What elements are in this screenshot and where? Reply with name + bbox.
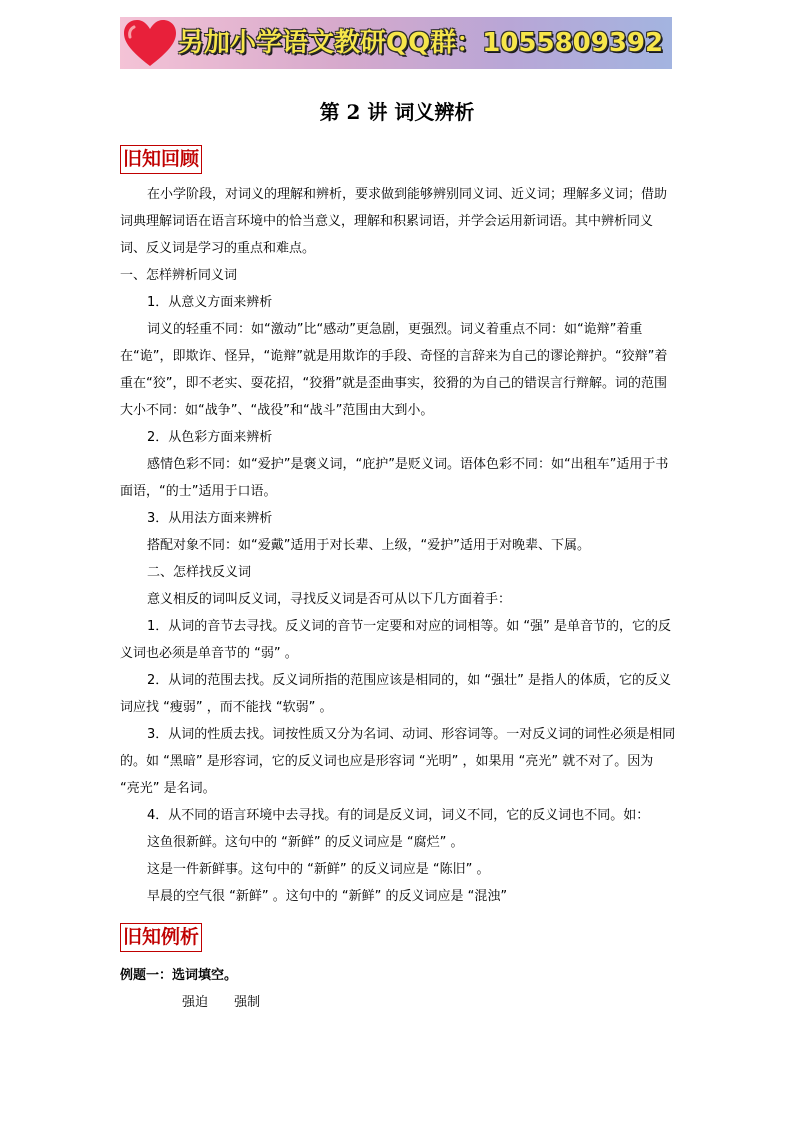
heading-antonyms: 二、怎样找反义词 [147, 565, 252, 580]
section-heading-review: 旧知回顾 [120, 145, 202, 174]
word-option: 强迫 [182, 995, 209, 1010]
paragraph: 意义相反的词叫反义词，寻找反义词是否可从以下几方面着手： [147, 592, 512, 607]
banner-text: 另加小学语文教研QQ群：1055809392 [178, 28, 664, 58]
example-title: 例题一：选词填空。 [120, 968, 238, 983]
review-content [120, 181, 676, 910]
section-heading-examples: 旧知例析 [120, 923, 202, 952]
example-sentence: 这鱼很新鲜。这句中的 “新鲜” 的反义词应是 “腐烂” 。 [147, 835, 464, 850]
paragraph: 在小学阶段，对词义的理解和辨析，要求做到能够辨别同义词、近义词；理解多义词；借助词典理解词语在语言环境中的恰当意义，理解和积累词语，并学会运用新词语。其中辨析同义词、反义词是学习的重点和难点。 [120, 187, 668, 256]
example-sentence: 这是一件新鲜事。这句中的 “新鲜” 的反义词应是 “陈旧” 。 [147, 862, 490, 877]
word-option: 强制 [234, 995, 261, 1010]
subheading: 1．从意义方面来辨析 [147, 295, 273, 310]
page-title: 第 2 讲 词义辨析 [319, 100, 475, 124]
paragraph: 1．从词的音节去寻找。反义词的音节一定要和对应的词相等。如 “强” 是单音节的，它的反义词也必须是单音节的 “弱” 。 [120, 619, 672, 661]
paragraph: 4．从不同的语言环境中去寻找。有的词是反义词，词义不同，它的反义词也不同。如： [147, 808, 650, 823]
paragraph: 搭配对象不同：如“爱戴”适用于对长辈、上级，“爱护”适用于对晚辈、下属。 [147, 538, 590, 553]
word-choices [182, 989, 282, 1016]
heart-icon [122, 19, 178, 69]
paragraph: 2．从词的范围去找。反义词所指的范围应该是相同的，如 “强壮” 是指人的体质，它的反义词应找 “瘦弱” ，而不能找 “软弱” 。 [120, 673, 672, 715]
paragraph: 3．从词的性质去找。词按性质又分为名词、动词、形容词等。一对反义词的词性必须是相同的。如 “黑暗” 是形容词，它的反义词也应是形容词 “光明” ，如果用 “亮光” 就不对了。因为 “亮光” 是名词。 [120, 727, 676, 796]
subheading: 2．从色彩方面来辨析 [147, 430, 273, 445]
subheading: 3．从用法方面来辨析 [147, 511, 273, 526]
paragraph: 词义的轻重不同：如“激动”比“感动”更急剧，更强烈。词义着重点不同：如“诡辩”着重在“诡”，即欺诈、怪异，“诡辩”就是用欺诈的手段、奇怪的言辞来为自己的谬论辩护。“狡辩”着重在“狡”，即不老实、耍花招，“狡猾”就是歪曲事实，狡猾的为自己的错误言行辩解。词的范围大小不同：如“战争”、“战役”和“战斗”范围由大到小。 [120, 322, 668, 418]
heading-synonyms: 一、怎样辨析同义词 [120, 268, 238, 283]
example-sentence: 早晨的空气很 “新鲜” 。这句中的 “新鲜” 的反义词应是 “混浊” [147, 889, 508, 904]
header-banner [120, 17, 672, 69]
paragraph: 感情色彩不同：如“爱护”是褒义词，“庇护”是贬义词。语体色彩不同：如“出租车”适用于书面语，“的士”适用于口语。 [120, 457, 669, 499]
